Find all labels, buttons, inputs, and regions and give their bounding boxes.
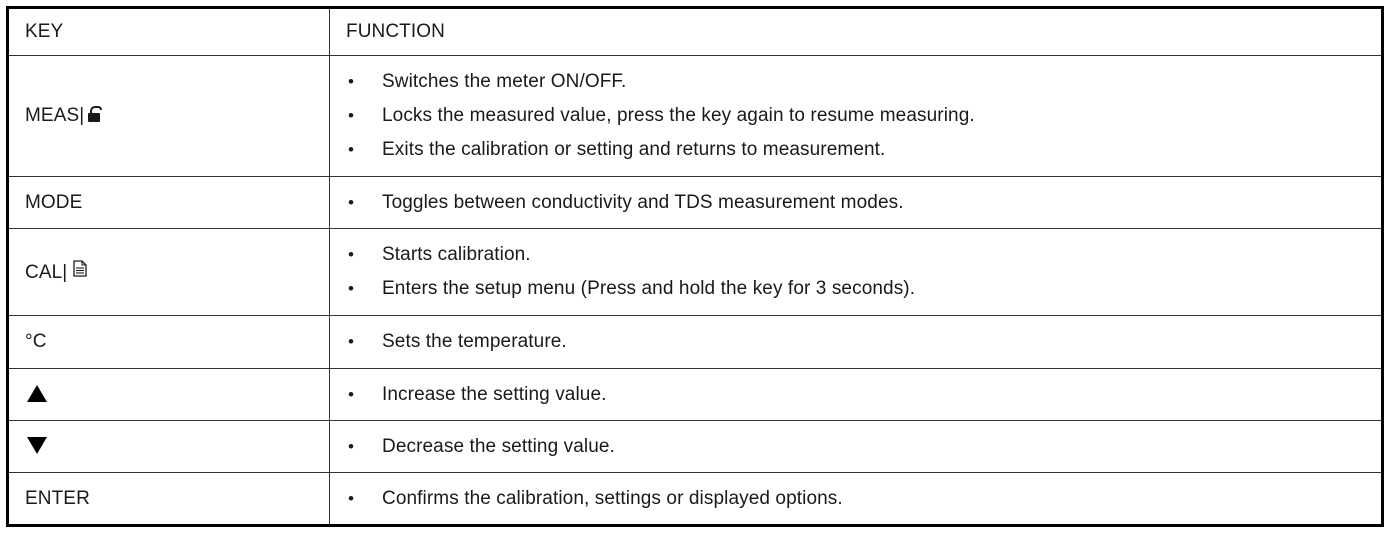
function-cell (330, 56, 1383, 177)
header-function: FUNCTION (330, 8, 1383, 56)
function-list (346, 186, 1381, 220)
key-label: ENTER (25, 487, 90, 509)
key-cell-cal (8, 229, 330, 316)
list-item (346, 65, 1381, 99)
function-cell (330, 369, 1383, 421)
key-label: CAL| (25, 262, 68, 283)
key-label: °C (25, 331, 47, 352)
list-item (346, 272, 1381, 306)
table-row (8, 177, 1383, 229)
list-item (346, 99, 1381, 133)
function-list (346, 430, 1381, 464)
key-cell-up (8, 369, 330, 421)
function-text: Locks the measured value, press the key again to resume measuring. (382, 105, 975, 126)
list-item (346, 133, 1381, 167)
header-key: KEY (8, 8, 330, 56)
key-cell-enter (8, 473, 330, 526)
function-text: Sets the temperature. (382, 331, 567, 352)
function-cell (330, 473, 1383, 526)
bullet-icon: • (348, 488, 355, 508)
bullet-icon: • (348, 436, 355, 456)
bullet-icon: • (348, 192, 355, 212)
function-text: Toggles between conductivity and TDS measurement modes. (382, 191, 904, 213)
bullet-icon: • (348, 106, 355, 125)
table-row (8, 316, 1383, 369)
table-header-row (8, 8, 1383, 56)
function-text: Exits the calibration or setting and returns to measurement. (382, 139, 886, 160)
unlock-icon (88, 106, 100, 122)
function-text: Increase the setting value. (382, 383, 607, 405)
key-function-table (6, 6, 1384, 527)
function-cell (330, 229, 1383, 316)
key-label: MEAS| (25, 105, 85, 126)
list-item (346, 186, 1381, 220)
list-item (346, 238, 1381, 272)
function-list (346, 238, 1381, 306)
function-list (346, 378, 1381, 412)
table-row (8, 421, 1383, 473)
up-triangle-icon (27, 385, 47, 402)
function-text: Decrease the setting value. (382, 435, 615, 457)
key-cell-mode (8, 177, 330, 229)
list-item (346, 430, 1381, 464)
bullet-icon: • (348, 332, 355, 351)
function-list (346, 325, 1381, 359)
down-triangle-icon (27, 437, 47, 454)
table-row (8, 229, 1383, 316)
bullet-icon: • (348, 140, 355, 159)
function-cell (330, 177, 1383, 229)
table-row (8, 473, 1383, 526)
list-item (346, 378, 1381, 412)
function-cell (330, 421, 1383, 473)
bullet-icon: • (348, 72, 355, 91)
table-row (8, 56, 1383, 177)
bullet-icon: • (348, 279, 355, 298)
bullet-icon: • (348, 245, 355, 264)
function-text: Enters the setup menu (Press and hold the key for 3 seconds). (382, 278, 916, 299)
document-icon (73, 260, 87, 277)
function-text: Confirms the calibration, settings or displayed options. (382, 487, 843, 509)
key-cell-down (8, 421, 330, 473)
list-item (346, 482, 1381, 516)
function-list (346, 65, 1381, 167)
key-label: MODE (25, 191, 83, 213)
function-text: Switches the meter ON/OFF. (382, 71, 627, 92)
list-item (346, 325, 1381, 359)
table-row (8, 369, 1383, 421)
bullet-icon: • (348, 384, 355, 404)
key-cell-meas (8, 56, 330, 177)
function-cell (330, 316, 1383, 369)
function-list (346, 482, 1381, 516)
function-text: Starts calibration. (382, 244, 531, 265)
key-cell-temperature (8, 316, 330, 369)
